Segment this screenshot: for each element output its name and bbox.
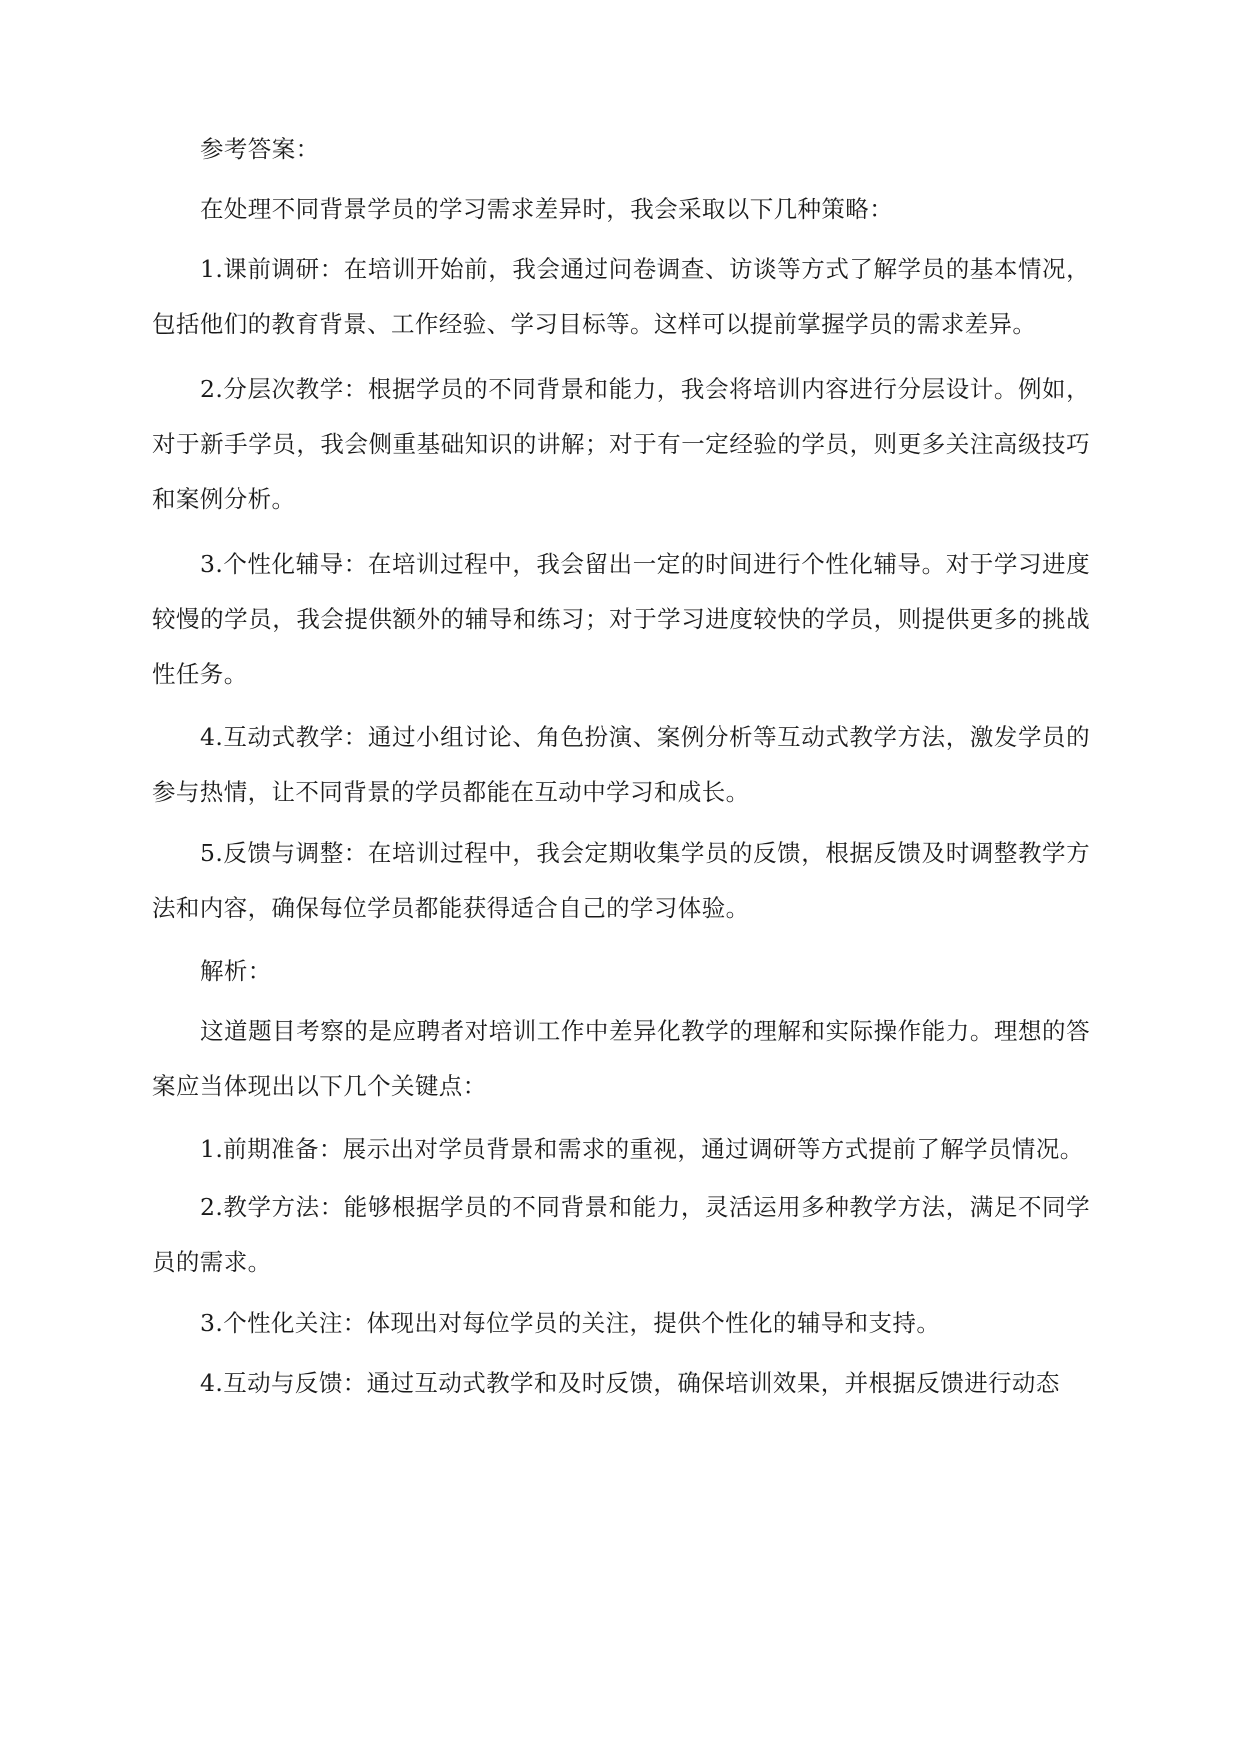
answer-heading: 参考答案： (200, 135, 320, 163)
answer-item-4: 4.互动式教学：通过小组讨论、角色扮演、案例分析等互动式教学方法，激发学员的参与热情，让不同背景的学员都能在互动中学习和成长。 (152, 723, 1090, 806)
analysis-intro: 这道题目考察的是应聘者对培训工作中差异化教学的理解和实际操作能力。理想的答案应当体现出以下几个关键点： (152, 1017, 1090, 1100)
analysis-item-2: 2.教学方法：能够根据学员的不同背景和能力，灵活运用多种教学方法，满足不同学员的需求。 (152, 1193, 1090, 1276)
answer-item-3: 3.个性化辅导：在培训过程中，我会留出一定的时间进行个性化辅导。对于学习进度较慢的学员，我会提供额外的辅导和练习；对于学习进度较快的学员，则提供更多的挑战性任务。 (152, 550, 1090, 688)
answer-intro: 在处理不同背景学员的学习需求差异时，我会采取以下几种策略： (200, 195, 894, 223)
answer-item-1: 1.课前调研：在培训开始前，我会通过问卷调查、访谈等方式了解学员的基本情况，包括他们的教育背景、工作经验、学习目标等。这样可以提前掌握学员的需求差异。 (152, 255, 1090, 338)
analysis-heading: 解析： (200, 957, 272, 985)
analysis-item-3: 3.个性化关注：体现出对每位学员的关注，提供个性化的辅导和支持。 (200, 1309, 941, 1337)
analysis-item-4: 4.互动与反馈：通过互动式教学和及时反馈，确保培训效果，并根据反馈进行动态 (200, 1369, 1060, 1397)
answer-item-5: 5.反馈与调整：在培训过程中，我会定期收集学员的反馈，根据反馈及时调整教学方法和内容，确保每位学员都能获得适合自己的学习体验。 (152, 839, 1090, 922)
analysis-item-1: 1.前期准备：展示出对学员背景和需求的重视，通过调研等方式提前了解学员情况。 (200, 1135, 1084, 1163)
answer-item-2: 2.分层次教学：根据学员的不同背景和能力，我会将培训内容进行分层设计。例如，对于新手学员，我会侧重基础知识的讲解；对于有一定经验的学员，则更多关注高级技巧和案例分析。 (152, 375, 1090, 513)
